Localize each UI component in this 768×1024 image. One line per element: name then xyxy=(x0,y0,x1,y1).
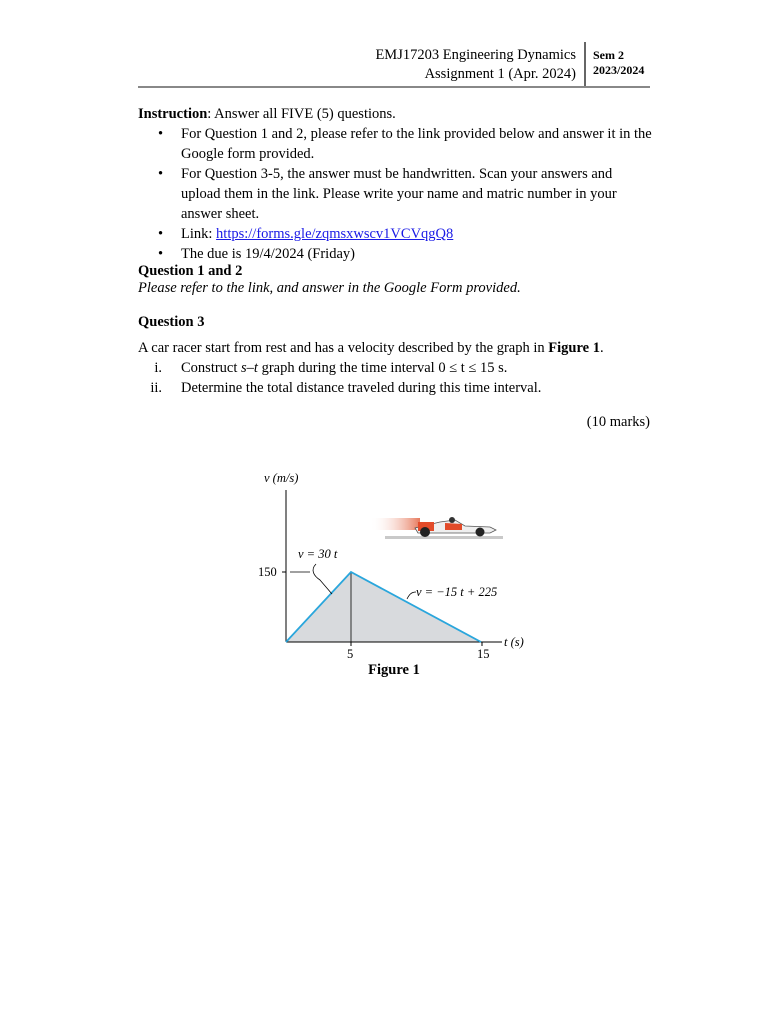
x-axis-label: t (s) xyxy=(504,635,524,649)
list-item: • The due is 19/4/2024 (Friday) xyxy=(138,244,652,264)
item-number: i. xyxy=(154,360,162,376)
annotation-eq2: v = −15 t + 225 xyxy=(416,585,498,599)
question-1-2-title: Question 1 and 2 xyxy=(138,263,243,279)
area-under-curve xyxy=(286,572,481,642)
item-text: Construct xyxy=(181,360,242,376)
academic-year: 2023/2024 xyxy=(593,63,645,77)
question-3-section xyxy=(138,312,652,398)
list-item-link xyxy=(138,224,652,244)
instruction-label: Instruction xyxy=(138,106,208,122)
figure-reference: Figure 1 xyxy=(548,340,600,356)
marks-label: (10 marks) xyxy=(586,414,650,430)
y-tick-label: 150 xyxy=(258,565,277,579)
question-3-intro-text: A car racer start from rest and has a velocity described by the graph in xyxy=(138,340,549,356)
item-text-end: graph during the time interval 0 ≤ t ≤ 15 s. xyxy=(257,360,508,376)
question-1-2-section xyxy=(138,261,652,298)
intro-period: . xyxy=(599,340,604,356)
annotation-eq1: v = 30 t xyxy=(298,547,338,561)
x-tick-label: 15 xyxy=(477,647,490,661)
instruction-section xyxy=(138,104,652,264)
list-item xyxy=(138,378,652,398)
google-form-link[interactable]: https://forms.gle/zqmsxwscv1VCVqgQ8 xyxy=(216,226,454,242)
list-item: • For Question 1 and 2, please refer to the link provided below and answer it in the Google form provided. xyxy=(138,124,652,164)
figure-caption: Figure 1 xyxy=(368,662,420,678)
annotation-eq1-leader xyxy=(313,564,332,594)
figure-1 xyxy=(240,460,540,690)
instruction-list xyxy=(138,124,652,264)
question-3-items xyxy=(138,358,652,398)
instruction-text: : Answer all FIVE (5) questions. xyxy=(207,106,396,122)
document-header xyxy=(138,42,650,88)
assignment-title: Assignment 1 (Apr. 2024) xyxy=(424,66,576,82)
list-item xyxy=(138,358,652,378)
item-number: ii. xyxy=(150,380,162,396)
race-car-icon xyxy=(370,517,503,539)
link-label: Link: xyxy=(181,226,217,242)
y-axis-label: v (m/s) xyxy=(264,471,299,485)
annotation-eq2-leader xyxy=(407,592,416,599)
semester-label: Sem 2 xyxy=(593,48,624,62)
velocity-time-graph xyxy=(240,460,540,690)
header-semester xyxy=(593,48,644,78)
course-title: EMJ17203 Engineering Dynamics xyxy=(375,47,576,63)
item-italic: s–t xyxy=(241,360,258,376)
header-divider xyxy=(584,42,586,86)
x-tick-label: 5 xyxy=(347,647,354,661)
question-3-intro xyxy=(138,338,652,358)
list-item: • For Question 3-5, the answer must be handwritten. Scan your answers and upload them in the link. Please write your name and matric number in your answer sheet. xyxy=(138,164,652,224)
item-text: Determine the total distance traveled during this time interval. xyxy=(181,380,542,396)
header-course-info xyxy=(375,46,576,84)
question-1-2-note: Please refer to the link, and answer in the Google Form provided. xyxy=(138,280,521,296)
question-3-title: Question 3 xyxy=(138,314,205,330)
instruction-line xyxy=(138,104,652,124)
